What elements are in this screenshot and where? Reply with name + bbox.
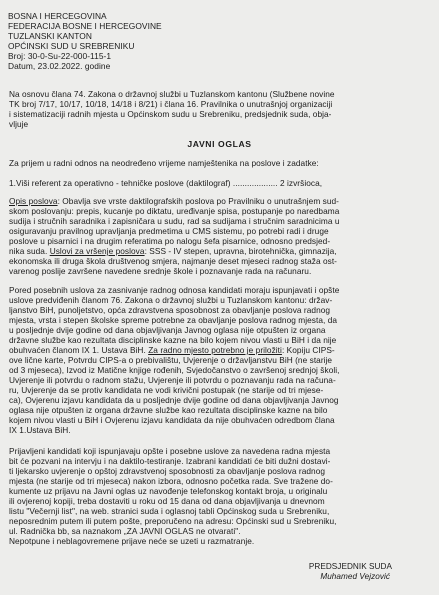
case-number: Broj: 30-0-Su-22-000-115-1 <box>8 51 112 61</box>
paragraph-line: ul. Radnička bb, sa naznakom „ZA JAVNI OGLAS ne otvarati". <box>9 526 241 536</box>
paragraph-line: ove lične karte, Potvrdu CIPS-a o prebivalištu, Uvjerenje o državljanstvu BiH (ne starije <box>9 355 333 365</box>
signatory-name: Muhamed Vejzović <box>320 572 390 581</box>
document-date: Datum, 23.02.2022. godine <box>8 61 111 71</box>
paragraph-line: oglasa nije otpušten iz organa državne službe kao rezultata disciplinske kazne na bilo <box>9 405 328 415</box>
paragraph-line: skom poslovanju: prepis, kucanje po diktatu, uređivanje spisa, postupanje po naredbama <box>9 206 340 216</box>
paragraph-line: neposrednim putem ili putem pošte, preporučeno na adresu: Općinski sud u Srebreniku, <box>9 516 337 526</box>
paragraph-line: i sistematizaciji radnih mjesta u Općinskom sudu u Srebreniku, predsjednik suda, obja- <box>9 109 332 119</box>
paragraph-line: Uvjerenje ili potvrdu o radnom stažu, Uvjerenje ili potvrdu o poznavanju rada na računa- <box>9 375 336 385</box>
header-line: OPĆINSKI SUD U SREBRENIKU <box>8 41 135 51</box>
paragraph-line: ru, Uvjerenje da se protiv kandidata ne vodi krivični postupak (ne starije od tri mjese- <box>9 385 324 395</box>
paragraph-line: ti ljekarsko uvjerenje o opštoj zdravstvenoj sposobnosti za obavljanje poslova radnog <box>9 466 326 476</box>
paragraph-line: sudija i stručnih saradnika i zapisničara u sudu, rad sa sudijama i stručnim saradnicima u <box>9 216 340 226</box>
line-text: nika suda. <box>9 246 50 256</box>
paragraph-line: listu "Večernji list", na web. stranici suda i oglasnoj tabli Općinskog suda u Srebreniku, <box>9 506 330 516</box>
position-line: 1.Viši referent za operativno - tehničke poslove (daktilograf) ................... 2 izvršioca, <box>9 178 323 188</box>
paragraph-line: IX 1.Ustava BiH. <box>9 425 71 435</box>
paragraph-line: uslove predviđenih članom 76. Zakona o državnoj službi u Tuzlanskom kantonu: držav- <box>9 295 333 305</box>
line-text: : Kopiju CIPS- <box>281 345 335 355</box>
paragraph-line: Na osnovu člana 74. Zakona o državnoj službi u Tuzlanskom kantonu (Službene novine <box>9 89 335 99</box>
paragraph-line: ljanstvo BiH, punoljetstvo, opća zdravstvena sposobnost za obavljanje poslova radnog <box>9 305 331 315</box>
paragraph-line: osiguravanju pravilnog upravljanja predmetima u CMS sistemu, po potrebi radi i druge <box>9 226 329 236</box>
underlined-heading: Uslovi za vršenje poslova <box>49 246 145 256</box>
paragraph-line <box>9 196 339 206</box>
underlined-heading: Opis poslova <box>9 196 58 206</box>
paragraph-line: vljuje <box>9 119 29 129</box>
line-text: : Obavlja sve vrste daktilografskih poslova po Pravilniku o unutrašnjem sud- <box>57 196 339 206</box>
paragraph-line: Nepotpune i neblagovremene prijave neće se uzeti u razmatranje. <box>9 536 255 546</box>
document-title: JAVNI OGLAS <box>187 139 252 149</box>
paragraph-line: Pored posebnih uslova za zasnivanje radnog odnosa kandidati moraju ispunjavati i opšte <box>9 285 340 295</box>
line-text: : SSS - IV stepen, upravna, birotehnička, gimnazija, <box>144 246 337 256</box>
paragraph-line: kojem nivou vlasti u BiH i Ovjerenu izjavu kandidata da nije obuhvaćen odredbom člana <box>9 415 335 425</box>
header-line: BOSNA I HERCEGOVINA <box>8 11 107 21</box>
paragraph-line: ca), Ovjerenu izjavu kandidata da u posljednje dvije godine od dana objavljivanja Javnog <box>9 395 339 405</box>
paragraph-line: bit će pozvani na intervju i na daktilo-testiranje. Izabrani kandidati će biti dužni dostavi- <box>9 456 331 466</box>
paragraph-line: u posljednje dvije godine od dana objavljivanja Javnog oglasa nije otpušten iz organa <box>9 325 326 335</box>
paragraph-line: Prijavljeni kandidati koji ispunjavaju opšte i posebne uslove za navedena radna mjesta <box>9 446 331 456</box>
paragraph-line: varenog poslije završene navedene srednje škole i poznavanje rada na računaru. <box>9 266 312 276</box>
paragraph-line: od 3 mjeseca), Izvod iz Matične knjige rođenih, Svjedočanstvo o završenoj srednjoj školi, <box>9 365 340 375</box>
paragraph-line: ili ovjerenoj kopiji, treba dostaviti u roku od 15 dana od dana objavljivanja u dnevnom <box>9 496 325 506</box>
paragraph-line: mjesta, vrsta i stepen školske spreme potrebne za obavljanje poslova radnog mjesta, da <box>9 315 338 325</box>
header-line: TUZLANSKI KANTON <box>8 31 92 41</box>
signatory-role: PREDSJEDNIK SUDA <box>308 562 392 571</box>
line-text: obuhvaćen članom IX 1. Ustava BiH. <box>9 345 149 355</box>
paragraph-line: državne službe kao rezultata disciplinske kazne na bilo kojem nivou vlasti u BiH i da nije <box>9 335 337 345</box>
paragraph-line: TK broj 7/17, 10/17, 10/18, 14/18 i 8/21) i člana 16. Pravilnika o unutrašnjoj organizaciji <box>9 99 333 109</box>
paragraph-line <box>9 246 337 256</box>
paragraph-line <box>9 345 335 355</box>
paragraph-line: ekonomska ili druga škola društvenog smjera, najmanje deset mjeseci radnog staža ost- <box>9 256 337 266</box>
paragraph-line: poslove u pisarnici i na drugim referatima po nalogu šefa pisarnice, odnosno predsjed- <box>9 236 331 246</box>
purpose-line: Za prijem u radni odnos na neodređeno vrijeme namještenika na poslove i zadatke: <box>9 158 319 168</box>
header-line: FEDERACIJA BOSNE I HERCEGOVINE <box>8 21 162 31</box>
paragraph-line: mjesta (ne starije od tri mjeseca) nakon izbora, odnosno početka rada. Sve tražene do- <box>9 476 333 486</box>
underlined-heading: Za radno mjesto potrebno je priložiti <box>148 345 282 355</box>
paragraph-line: kumente uz prijavu na Javni oglas uz navođenje telefonskog kontakt broja, u originalu <box>9 486 328 496</box>
